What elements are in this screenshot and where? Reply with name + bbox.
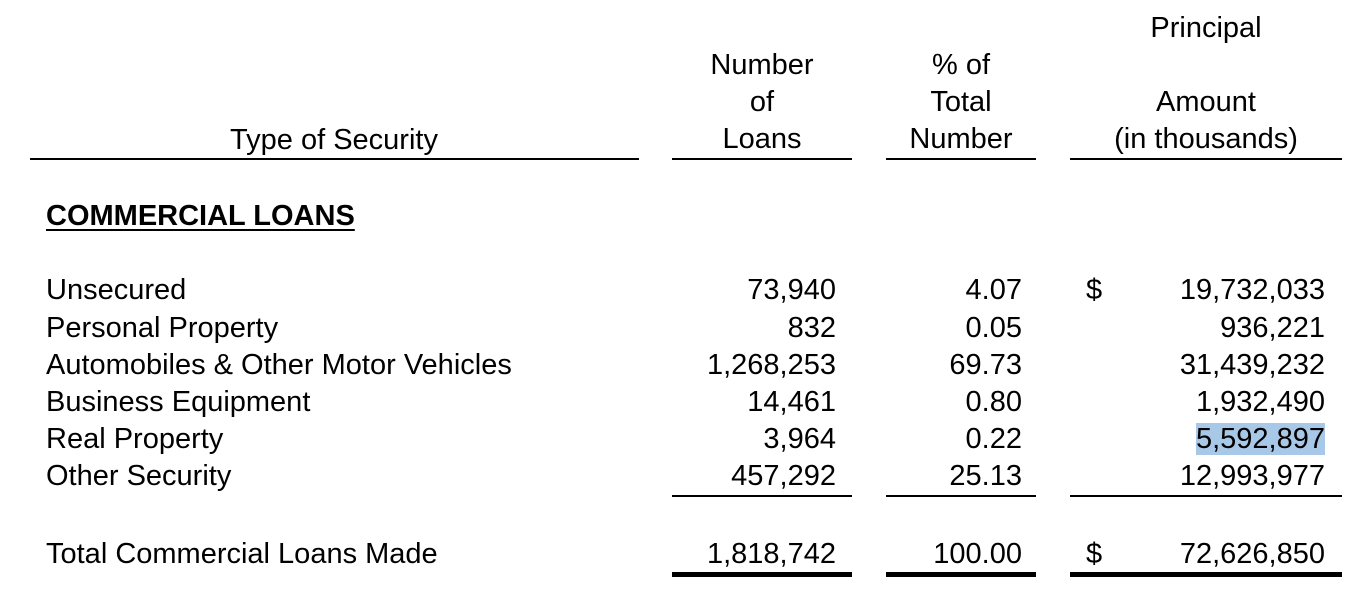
total-rule-loans	[672, 572, 852, 577]
row-loans: 457,292	[731, 460, 836, 492]
col-header-pct-line2: Total	[930, 86, 992, 118]
col-header-pct-total-number	[886, 47, 1036, 158]
row-dollar-sign: $	[1086, 274, 1103, 306]
header-rule-loans	[672, 158, 852, 160]
row-type: Business Equipment	[46, 386, 311, 418]
row-loans: 832	[787, 312, 836, 344]
total-rule-pct	[886, 572, 1036, 577]
row-pct: 69.73	[949, 349, 1022, 381]
row-amount: 31,439,232	[1179, 349, 1325, 381]
col-header-principal-line1: Principal	[1150, 12, 1262, 44]
col-header-type-of-security	[30, 122, 638, 159]
total-pct: 100.00	[933, 538, 1022, 570]
row-amount-cell[interactable]	[1110, 421, 1325, 457]
row-loans: 1,268,253	[706, 349, 836, 381]
row-type: Real Property	[46, 423, 224, 455]
col-header-principal-amount	[1070, 84, 1342, 158]
row-type: Other Security	[46, 460, 232, 492]
row-pct: 4.07	[965, 274, 1022, 306]
row-pct: 25.13	[949, 460, 1022, 492]
row-amount: 19,732,033	[1179, 274, 1325, 306]
col-header-principal-line2: Amount	[1156, 86, 1256, 118]
col-header-principal	[1070, 10, 1342, 47]
header-rule-pct	[886, 158, 1036, 160]
row-pct: 0.22	[965, 423, 1022, 455]
row-loans: 73,940	[747, 274, 836, 306]
col-header-principal-line3: (in thousands)	[1114, 123, 1298, 155]
total-loans: 1,818,742	[706, 538, 836, 570]
subtotal-rule-pct	[886, 495, 1036, 497]
row-pct: 0.05	[965, 312, 1022, 344]
section-title: COMMERCIAL LOANS	[46, 200, 355, 232]
row-amount: 1,932,490	[1195, 386, 1325, 418]
total-rule-principal	[1070, 572, 1342, 577]
subtotal-rule-loans	[672, 495, 852, 497]
row-type: Unsecured	[46, 274, 187, 306]
row-type: Automobiles & Other Motor Vehicles	[46, 349, 512, 381]
col-header-number-of-loans	[672, 47, 852, 158]
total-dollar-sign: $	[1086, 538, 1103, 570]
col-header-pct-line1: % of	[931, 49, 991, 81]
row-amount-selected[interactable]: 5,592,897	[1195, 423, 1325, 455]
col-header-loans-line1: Number	[710, 49, 814, 81]
col-header-loans-line2: of	[749, 86, 775, 118]
row-amount: 12,993,977	[1179, 460, 1325, 492]
header-rule-principal	[1070, 158, 1342, 160]
row-type: Personal Property	[46, 312, 279, 344]
col-header-type-label: Type of Security	[230, 124, 438, 156]
row-loans: 3,964	[763, 423, 836, 455]
row-pct: 0.80	[965, 386, 1022, 418]
header-rule-type	[30, 158, 639, 160]
col-header-pct-line3: Number	[909, 123, 1013, 155]
total-label: Total Commercial Loans Made	[46, 538, 438, 570]
col-header-loans-line3: Loans	[722, 123, 802, 155]
subtotal-rule-principal	[1070, 495, 1342, 497]
row-amount: 936,221	[1220, 312, 1325, 344]
total-amount: 72,626,850	[1179, 538, 1325, 570]
row-loans: 14,461	[747, 386, 836, 418]
